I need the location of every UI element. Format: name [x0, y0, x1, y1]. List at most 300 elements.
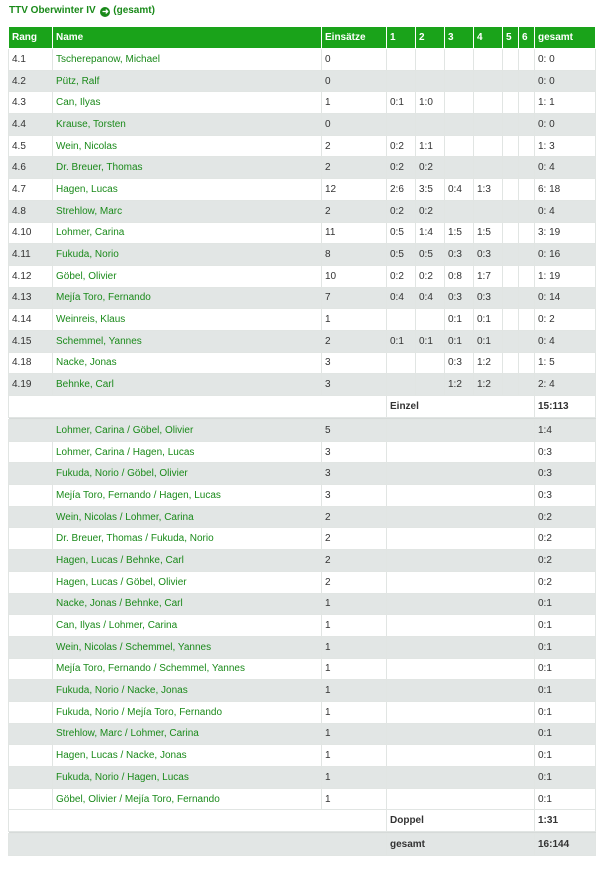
position-5-cell [503, 330, 519, 352]
doubles-pair-link[interactable]: Mejía Toro, Fernando / Hagen, Lucas [53, 485, 322, 507]
einsaetze-cell: 1 [322, 615, 387, 637]
gesamt-cell: 0:2 [535, 528, 596, 550]
doubles-row [9, 550, 596, 572]
gesamt-cell: 3: 19 [535, 222, 596, 244]
positions-spacer [387, 550, 535, 572]
position-6-cell [519, 309, 535, 331]
position-4-cell: 1:2 [474, 352, 503, 374]
rang-cell [9, 767, 53, 789]
position-2-cell: 0:2 [416, 200, 445, 222]
position-6-cell [519, 135, 535, 157]
position-1-cell [387, 352, 416, 374]
rang-cell [9, 571, 53, 593]
gesamt-cell: 0: 0 [535, 114, 596, 136]
position-3-cell: 0:4 [445, 179, 474, 201]
rang-cell: 4.8 [9, 200, 53, 222]
einsaetze-cell: 1 [322, 680, 387, 702]
rang-cell: 4.7 [9, 179, 53, 201]
position-2-cell: 0:2 [416, 157, 445, 179]
gesamt-cell: 0: 14 [535, 287, 596, 309]
doubles-pair-link[interactable]: Dr. Breuer, Thomas / Fukuda, Norio [53, 528, 322, 550]
singles-section [9, 49, 596, 396]
doubles-pair-link[interactable]: Hagen, Lucas / Göbel, Olivier [53, 571, 322, 593]
einsaetze-cell: 0 [322, 114, 387, 136]
doubles-row [9, 593, 596, 615]
doppel-value: 1:31 [535, 810, 596, 832]
position-2-cell [416, 374, 445, 396]
position-3-cell: 0:3 [445, 244, 474, 266]
player-row [9, 135, 596, 157]
position-3-cell [445, 200, 474, 222]
position-4-cell: 0:3 [474, 244, 503, 266]
position-2-cell: 0:4 [416, 287, 445, 309]
gesamt-cell: 0:2 [535, 506, 596, 528]
einzel-label: Einzel [387, 396, 535, 418]
rang-cell: 4.4 [9, 114, 53, 136]
position-2-cell [416, 309, 445, 331]
doubles-row [9, 441, 596, 463]
doubles-pair-link[interactable]: Wein, Nicolas / Schemmel, Yannes [53, 636, 322, 658]
rang-cell: 4.1 [9, 49, 53, 71]
position-1-cell [387, 374, 416, 396]
rang-cell [9, 658, 53, 680]
position-1-cell: 0:5 [387, 222, 416, 244]
positions-spacer [387, 658, 535, 680]
position-4-cell [474, 92, 503, 114]
position-4-cell: 0:3 [474, 287, 503, 309]
total-summary-row [9, 834, 596, 856]
position-3-cell [445, 135, 474, 157]
position-2-cell [416, 114, 445, 136]
position-6-cell [519, 265, 535, 287]
doubles-row [9, 788, 596, 810]
doubles-pair-link[interactable]: Nacke, Jonas / Behnke, Carl [53, 593, 322, 615]
header-position-1: 1 [387, 27, 416, 49]
einzel-summary-section [9, 396, 596, 420]
einsaetze-cell: 8 [322, 244, 387, 266]
doubles-row [9, 420, 596, 442]
position-1-cell [387, 309, 416, 331]
position-6-cell [519, 114, 535, 136]
header-position-6: 6 [519, 27, 535, 49]
gesamt-cell: 0: 2 [535, 309, 596, 331]
doubles-row [9, 528, 596, 550]
einsaetze-cell: 0 [322, 70, 387, 92]
einsaetze-cell: 2 [322, 200, 387, 222]
position-2-cell: 0:2 [416, 265, 445, 287]
gesamt-cell: 0:1 [535, 615, 596, 637]
position-4-cell [474, 70, 503, 92]
player-name-link[interactable]: Wein, Nicolas [53, 135, 322, 157]
einsaetze-cell: 7 [322, 287, 387, 309]
einsaetze-cell: 2 [322, 157, 387, 179]
doppel-label: Doppel [387, 810, 535, 832]
position-3-cell: 0:1 [445, 309, 474, 331]
position-1-cell: 0:2 [387, 265, 416, 287]
position-6-cell [519, 49, 535, 71]
position-4-cell [474, 135, 503, 157]
player-name-link[interactable]: Dr. Breuer, Thomas [53, 157, 322, 179]
player-row [9, 374, 596, 396]
gesamt-cell: 0:2 [535, 571, 596, 593]
rang-cell [9, 485, 53, 507]
player-name-link[interactable]: Fukuda, Norio [53, 244, 322, 266]
player-row [9, 287, 596, 309]
gesamt-cell: 0: 16 [535, 244, 596, 266]
einsaetze-cell: 2 [322, 135, 387, 157]
doubles-pair-link[interactable]: Lohmer, Carina / Göbel, Olivier [53, 420, 322, 442]
einsaetze-cell: 2 [322, 506, 387, 528]
title-suffix: (gesamt) [113, 5, 155, 16]
rang-cell: 4.14 [9, 309, 53, 331]
gesamt-cell: 0:1 [535, 788, 596, 810]
position-4-cell: 1:5 [474, 222, 503, 244]
positions-spacer [387, 745, 535, 767]
gesamt-cell: 0: 4 [535, 200, 596, 222]
position-3-cell [445, 114, 474, 136]
position-4-cell [474, 200, 503, 222]
position-4-cell: 1:7 [474, 265, 503, 287]
position-6-cell [519, 157, 535, 179]
gesamt-cell: 0:3 [535, 441, 596, 463]
position-3-cell: 0:3 [445, 287, 474, 309]
position-1-cell: 0:1 [387, 330, 416, 352]
doubles-row [9, 701, 596, 723]
header-gesamt: gesamt [535, 27, 596, 49]
doubles-pair-link[interactable]: Hagen, Lucas / Behnke, Carl [53, 550, 322, 572]
einsaetze-cell: 1 [322, 701, 387, 723]
position-5-cell [503, 287, 519, 309]
player-name-link[interactable]: Tscherepanow, Michael [53, 49, 322, 71]
gesamt-cell: 0: 0 [535, 49, 596, 71]
doubles-row [9, 658, 596, 680]
position-5-cell [503, 135, 519, 157]
player-name-link[interactable]: Weinreis, Klaus [53, 309, 322, 331]
rang-cell [9, 506, 53, 528]
rang-cell: 4.11 [9, 244, 53, 266]
positions-spacer [387, 420, 535, 442]
einsaetze-cell: 1 [322, 767, 387, 789]
gesamt-cell: 1: 19 [535, 265, 596, 287]
position-5-cell [503, 244, 519, 266]
player-name-link[interactable]: Strehlow, Marc [53, 200, 322, 222]
gesamt-cell: 0:1 [535, 723, 596, 745]
team-name[interactable]: TTV Oberwinter IV [9, 5, 96, 16]
player-row [9, 49, 596, 71]
einsaetze-cell: 1 [322, 92, 387, 114]
rang-cell [9, 463, 53, 485]
einsaetze-cell: 3 [322, 352, 387, 374]
rang-cell: 4.19 [9, 374, 53, 396]
doubles-row [9, 615, 596, 637]
position-3-cell: 0:8 [445, 265, 474, 287]
positions-spacer [387, 615, 535, 637]
positions-spacer [387, 767, 535, 789]
position-3-cell [445, 157, 474, 179]
position-4-cell: 1:3 [474, 179, 503, 201]
position-1-cell: 0:2 [387, 200, 416, 222]
einsaetze-cell: 5 [322, 420, 387, 442]
einsaetze-cell: 1 [322, 745, 387, 767]
header-position-3: 3 [445, 27, 474, 49]
rang-cell [9, 593, 53, 615]
rang-cell [9, 550, 53, 572]
positions-spacer [387, 571, 535, 593]
einsaetze-cell: 12 [322, 179, 387, 201]
player-row [9, 222, 596, 244]
doubles-pair-link[interactable]: Hagen, Lucas / Nacke, Jonas [53, 745, 322, 767]
einzel-value: 15:113 [535, 396, 596, 418]
position-1-cell [387, 49, 416, 71]
rang-cell: 4.6 [9, 157, 53, 179]
rang-cell: 4.13 [9, 287, 53, 309]
rang-cell [9, 723, 53, 745]
einzel-summary-row [9, 396, 596, 418]
positions-spacer [387, 701, 535, 723]
player-stats-table [8, 26, 596, 856]
position-6-cell [519, 244, 535, 266]
gesamt-cell: 0:1 [535, 636, 596, 658]
positions-spacer [387, 788, 535, 810]
gesamt-cell: 1:4 [535, 420, 596, 442]
position-2-cell [416, 352, 445, 374]
total-label: gesamt [387, 834, 535, 856]
position-2-cell: 0:1 [416, 330, 445, 352]
player-row [9, 330, 596, 352]
position-6-cell [519, 352, 535, 374]
header-position-4: 4 [474, 27, 503, 49]
rang-cell [9, 680, 53, 702]
rang-cell [9, 441, 53, 463]
doppel-summary-row [9, 810, 596, 832]
position-1-cell: 0:4 [387, 287, 416, 309]
position-5-cell [503, 49, 519, 71]
positions-spacer [387, 528, 535, 550]
position-2-cell: 0:5 [416, 244, 445, 266]
positions-spacer [387, 593, 535, 615]
einsaetze-cell: 3 [322, 374, 387, 396]
position-4-cell [474, 157, 503, 179]
summary-spacer [9, 810, 387, 832]
doubles-pair-link[interactable]: Can, Ilyas / Lohmer, Carina [53, 615, 322, 637]
position-5-cell [503, 179, 519, 201]
rang-cell [9, 528, 53, 550]
gesamt-cell: 0:3 [535, 463, 596, 485]
player-name-link[interactable]: Pütz, Ralf [53, 70, 322, 92]
rang-cell [9, 745, 53, 767]
player-row [9, 179, 596, 201]
player-row [9, 309, 596, 331]
totals-section [9, 810, 596, 856]
doubles-row [9, 506, 596, 528]
summary-spacer [9, 396, 387, 418]
player-name-link[interactable]: Nacke, Jonas [53, 352, 322, 374]
gesamt-cell: 0:1 [535, 767, 596, 789]
gesamt-cell: 0:1 [535, 701, 596, 723]
position-2-cell: 1:0 [416, 92, 445, 114]
einsaetze-cell: 1 [322, 723, 387, 745]
position-5-cell [503, 352, 519, 374]
position-6-cell [519, 70, 535, 92]
doubles-row [9, 463, 596, 485]
header-position-2: 2 [416, 27, 445, 49]
einsaetze-cell: 1 [322, 658, 387, 680]
position-5-cell [503, 157, 519, 179]
rang-cell: 4.15 [9, 330, 53, 352]
summary-spacer [9, 834, 387, 856]
position-2-cell [416, 49, 445, 71]
position-1-cell: 0:5 [387, 244, 416, 266]
position-1-cell [387, 70, 416, 92]
player-name-link[interactable]: Schemmel, Yannes [53, 330, 322, 352]
table-header-row [9, 27, 596, 49]
header-einsaetze: Einsätze [322, 27, 387, 49]
doubles-row [9, 745, 596, 767]
gesamt-cell: 0:1 [535, 745, 596, 767]
player-row [9, 244, 596, 266]
rang-cell: 4.12 [9, 265, 53, 287]
position-2-cell: 1:4 [416, 222, 445, 244]
einsaetze-cell: 2 [322, 528, 387, 550]
total-value: 16:144 [535, 834, 596, 856]
doubles-pair-link[interactable]: Wein, Nicolas / Lohmer, Carina [53, 506, 322, 528]
gesamt-cell: 0:2 [535, 550, 596, 572]
positions-spacer [387, 636, 535, 658]
einsaetze-cell: 1 [322, 593, 387, 615]
position-1-cell: 0:1 [387, 92, 416, 114]
position-1-cell [387, 114, 416, 136]
einsaetze-cell: 3 [322, 441, 387, 463]
doubles-row [9, 571, 596, 593]
gesamt-cell: 1: 5 [535, 352, 596, 374]
doubles-pair-link[interactable]: Fukuda, Norio / Mejía Toro, Fernando [53, 701, 322, 723]
gesamt-cell: 0:1 [535, 658, 596, 680]
position-6-cell [519, 222, 535, 244]
gesamt-cell: 0: 4 [535, 157, 596, 179]
doubles-row [9, 680, 596, 702]
position-6-cell [519, 92, 535, 114]
doubles-row [9, 723, 596, 745]
player-name-link[interactable]: Lohmer, Carina [53, 222, 322, 244]
player-row [9, 200, 596, 222]
player-name-link[interactable]: Mejía Toro, Fernando [53, 287, 322, 309]
doubles-pair-link[interactable]: Mejía Toro, Fernando / Schemmel, Yannes [53, 658, 322, 680]
player-name-link[interactable]: Behnke, Carl [53, 374, 322, 396]
gesamt-cell: 1: 3 [535, 135, 596, 157]
doubles-pair-link[interactable]: Strehlow, Marc / Lohmer, Carina [53, 723, 322, 745]
rang-cell: 4.10 [9, 222, 53, 244]
position-2-cell: 3:5 [416, 179, 445, 201]
einsaetze-cell: 3 [322, 463, 387, 485]
doubles-pair-link[interactable]: Fukuda, Norio / Göbel, Olivier [53, 463, 322, 485]
position-3-cell: 0:1 [445, 330, 474, 352]
position-3-cell: 1:2 [445, 374, 474, 396]
positions-spacer [387, 680, 535, 702]
header-position-5: 5 [503, 27, 519, 49]
gesamt-cell: 1: 1 [535, 92, 596, 114]
team-title-link[interactable] [9, 4, 155, 18]
rang-cell: 4.3 [9, 92, 53, 114]
position-6-cell [519, 179, 535, 201]
einsaetze-cell: 2 [322, 550, 387, 572]
doubles-pair-link[interactable]: Fukuda, Norio / Hagen, Lucas [53, 767, 322, 789]
einsaetze-cell: 1 [322, 309, 387, 331]
rang-cell [9, 615, 53, 637]
player-row [9, 352, 596, 374]
position-3-cell [445, 70, 474, 92]
gesamt-cell: 2: 4 [535, 374, 596, 396]
gesamt-cell: 0:1 [535, 593, 596, 615]
player-row [9, 114, 596, 136]
doubles-pair-link[interactable]: Fukuda, Norio / Nacke, Jonas [53, 680, 322, 702]
player-name-link[interactable]: Göbel, Olivier [53, 265, 322, 287]
positions-spacer [387, 506, 535, 528]
rang-cell [9, 636, 53, 658]
rang-cell [9, 788, 53, 810]
einsaetze-cell: 1 [322, 636, 387, 658]
doubles-section [9, 420, 596, 810]
einsaetze-cell: 10 [322, 265, 387, 287]
doubles-row [9, 636, 596, 658]
rang-cell: 4.18 [9, 352, 53, 374]
position-5-cell [503, 92, 519, 114]
einsaetze-cell: 2 [322, 330, 387, 352]
position-6-cell [519, 200, 535, 222]
rang-cell [9, 420, 53, 442]
einsaetze-cell: 11 [322, 222, 387, 244]
position-1-cell: 0:2 [387, 135, 416, 157]
position-5-cell [503, 114, 519, 136]
position-3-cell [445, 92, 474, 114]
position-1-cell: 2:6 [387, 179, 416, 201]
einsaetze-cell: 1 [322, 788, 387, 810]
rang-cell: 4.2 [9, 70, 53, 92]
einsaetze-cell: 2 [322, 571, 387, 593]
position-5-cell [503, 222, 519, 244]
doubles-pair-link[interactable]: Göbel, Olivier / Mejía Toro, Fernando [53, 788, 322, 810]
position-2-cell: 1:1 [416, 135, 445, 157]
arrow-circle-right-icon: ➜ [102, 7, 109, 16]
position-1-cell: 0:2 [387, 157, 416, 179]
doubles-row [9, 485, 596, 507]
gesamt-cell: 0:3 [535, 485, 596, 507]
gesamt-cell: 6: 18 [535, 179, 596, 201]
position-4-cell [474, 49, 503, 71]
position-2-cell [416, 70, 445, 92]
player-row [9, 157, 596, 179]
einsaetze-cell: 3 [322, 485, 387, 507]
position-4-cell: 0:1 [474, 330, 503, 352]
position-6-cell [519, 287, 535, 309]
position-4-cell [474, 114, 503, 136]
header-name: Name [53, 27, 322, 49]
doubles-pair-link[interactable]: Lohmer, Carina / Hagen, Lucas [53, 441, 322, 463]
player-name-link[interactable]: Can, Ilyas [53, 92, 322, 114]
position-5-cell [503, 200, 519, 222]
positions-spacer [387, 485, 535, 507]
einsaetze-cell: 0 [322, 49, 387, 71]
position-3-cell: 0:3 [445, 352, 474, 374]
position-6-cell [519, 330, 535, 352]
rang-cell [9, 701, 53, 723]
player-row [9, 70, 596, 92]
position-4-cell: 0:1 [474, 309, 503, 331]
player-name-link[interactable]: Krause, Torsten [53, 114, 322, 136]
gesamt-cell: 0: 4 [535, 330, 596, 352]
player-name-link[interactable]: Hagen, Lucas [53, 179, 322, 201]
positions-spacer [387, 441, 535, 463]
rang-cell: 4.5 [9, 135, 53, 157]
